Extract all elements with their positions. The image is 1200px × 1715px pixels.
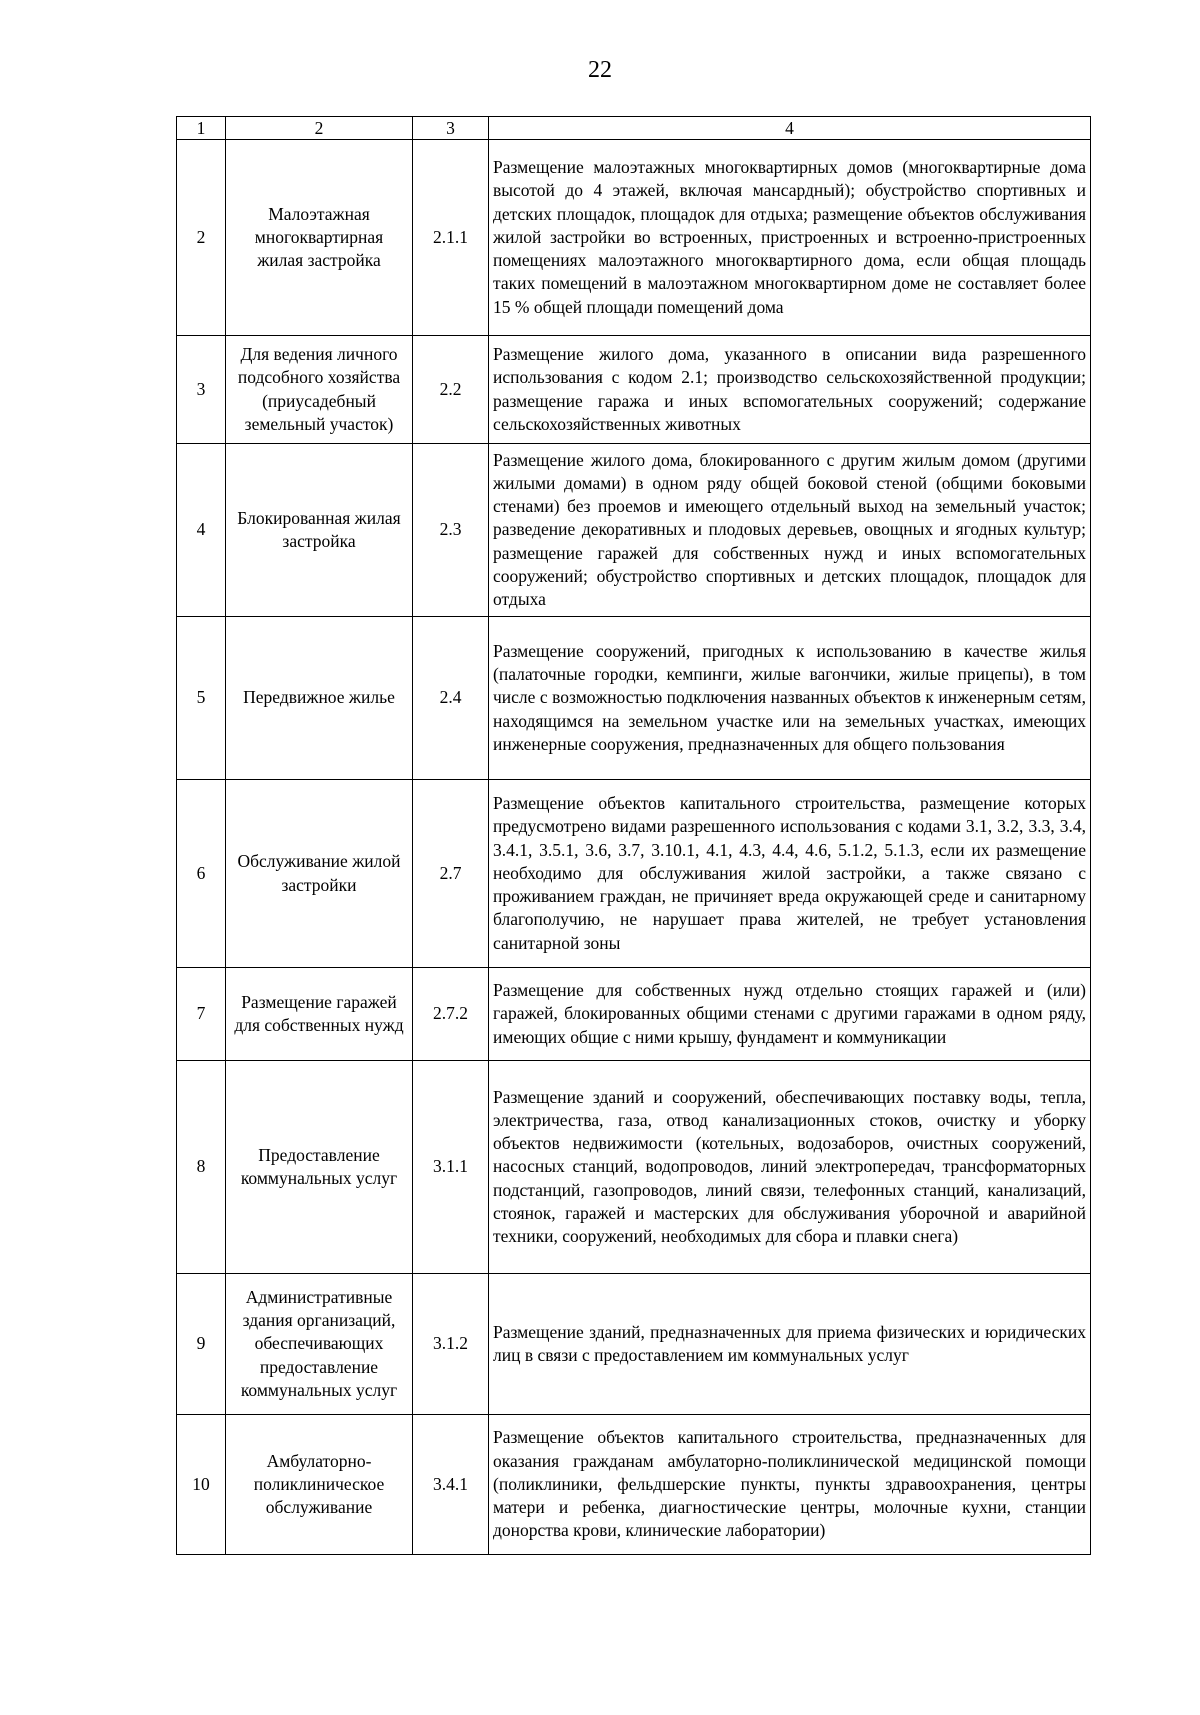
- row-number: 10: [177, 1415, 226, 1555]
- use-type-code: 3.4.1: [413, 1415, 489, 1555]
- use-type-code: 2.4: [413, 617, 489, 780]
- row-number: 2: [177, 140, 226, 336]
- use-type-description: Размещение для собственных нужд отдельно стоящих гаражей и (или) гаражей, блокированных общими стенами с другими гаражами в одном ряду, имеющих общие с ними крышу, фундамент и коммуникации: [489, 968, 1091, 1061]
- use-type-name: Обслуживание жилой застройки: [226, 780, 413, 968]
- table-header-row: [177, 117, 1091, 140]
- land-use-table: [176, 116, 1091, 1555]
- table-row: [177, 336, 1091, 444]
- use-type-description: Размещение сооружений, пригодных к использованию в качестве жилья (палаточные городки, кемпинги, жилые вагончики, жилые прицепы), в том числе с возможностью подключения названных объектов к инженерным сетям, находящимся на земельном участке или на земельных участках, имеющих инженерные сооружения, предназначенных для общего пользования: [489, 617, 1091, 780]
- use-type-name: Административные здания организаций, обеспечивающих предоставление коммунальных услуг: [226, 1274, 413, 1415]
- use-type-description: Размещение зданий, предназначенных для приема физических и юридических лиц в связи с предоставлением им коммунальных услуг: [489, 1274, 1091, 1415]
- use-type-name: Амбулаторно-поликлиническое обслуживание: [226, 1415, 413, 1555]
- use-type-code: 2.2: [413, 336, 489, 444]
- table-row: [177, 444, 1091, 617]
- row-number: 9: [177, 1274, 226, 1415]
- use-type-code: 2.3: [413, 444, 489, 617]
- use-type-code: 3.1.1: [413, 1061, 489, 1274]
- page-number: 22: [588, 57, 612, 83]
- use-type-description: Размещение малоэтажных многоквартирных домов (многоквартирные дома высотой до 4 этажей, включая мансардный); обустройство спортивных и детских площадок, площадок для отдыха; размещение объектов обслуживания жилой застройки во встроенных, пристроенных и встроенно-пристроенных помещениях малоэтажного многоквартирного дома, если общая площадь таких помещений в малоэтажном многоквартирном доме не составляет более 15 % общей площади помещений дома: [489, 140, 1091, 336]
- column-header-1: 1: [177, 117, 226, 140]
- use-type-name: Малоэтажная многоквартирная жилая застройка: [226, 140, 413, 336]
- row-number: 6: [177, 780, 226, 968]
- row-number: 5: [177, 617, 226, 780]
- table-row: [177, 140, 1091, 336]
- use-type-description: Размещение объектов капитального строительства, размещение которых предусмотрено видами разрешенного использования с кодами 3.1, 3.2, 3.3, 3.4, 3.4.1, 3.5.1, 3.6, 3.7, 3.10.1, 4.1, 4.3, 4.4, 4.6, 5.1.2, 5.1.3, если их размещение необходимо для обслуживания жилой застройки, а также связано с проживанием граждан, не причиняет вреда окружающей среде и санитарному благополучию, не нарушает права жителей, не требует установления санитарной зоны: [489, 780, 1091, 968]
- table-row: [177, 968, 1091, 1061]
- column-header-4: 4: [489, 117, 1091, 140]
- table-row: [177, 1061, 1091, 1274]
- use-type-name: Для ведения личного подсобного хозяйства (приусадебный земельный участок): [226, 336, 413, 444]
- table-row: [177, 617, 1091, 780]
- table-row: [177, 1415, 1091, 1555]
- use-type-name: Блокированная жилая застройка: [226, 444, 413, 617]
- column-header-3: 3: [413, 117, 489, 140]
- use-type-description: Размещение жилого дома, указанного в описании вида разрешенного использования с кодом 2.1; производство сельскохозяйственной продукции; размещение гаража и иных вспомогательных сооружений; содержание сельскохозяйственных животных: [489, 336, 1091, 444]
- row-number: 8: [177, 1061, 226, 1274]
- use-type-description: Размещение объектов капитального строительства, предназначенных для оказания гражданам амбулаторно-поликлинической медицинской помощи (поликлиники, фельдшерские пункты, пункты здравоохранения, центры матери и ребенка, диагностические центры, молочные кухни, станции донорства крови, клинические лаборатории): [489, 1415, 1091, 1555]
- row-number: 3: [177, 336, 226, 444]
- use-type-name: Размещение гаражей для собственных нужд: [226, 968, 413, 1061]
- table-row: [177, 1274, 1091, 1415]
- use-type-description: Размещение зданий и сооружений, обеспечивающих поставку воды, тепла, электричества, газа, отвод канализационных стоков, очистку и уборку объектов недвижимости (котельных, водозаборов, очистных сооружений, насосных станций, водопроводов, линий электропередач, трансформаторных подстанций, газопроводов, линий связи, телефонных станций, канализаций, стоянок, гаражей и мастерских для обслуживания уборочной и аварийной техники, сооружений, необходимых для сбора и плавки снега): [489, 1061, 1091, 1274]
- use-type-code: 3.1.2: [413, 1274, 489, 1415]
- use-type-name: Передвижное жилье: [226, 617, 413, 780]
- table-row: [177, 780, 1091, 968]
- use-type-code: 2.1.1: [413, 140, 489, 336]
- column-header-2: 2: [226, 117, 413, 140]
- row-number: 7: [177, 968, 226, 1061]
- use-type-name: Предоставление коммунальных услуг: [226, 1061, 413, 1274]
- use-type-description: Размещение жилого дома, блокированного с другим жилым домом (другими жилыми домами) в одном ряду общей боковой стеной (общими боковыми стенами) без проемов и имеющего отдельный выход на земельный участок; разведение декоративных и плодовых деревьев, овощных и ягодных культур; размещение гаражей для собственных нужд и иных вспомогательных сооружений; обустройство спортивных и детских площадок, площадок для отдыха: [489, 444, 1091, 617]
- use-type-code: 2.7: [413, 780, 489, 968]
- use-type-code: 2.7.2: [413, 968, 489, 1061]
- row-number: 4: [177, 444, 226, 617]
